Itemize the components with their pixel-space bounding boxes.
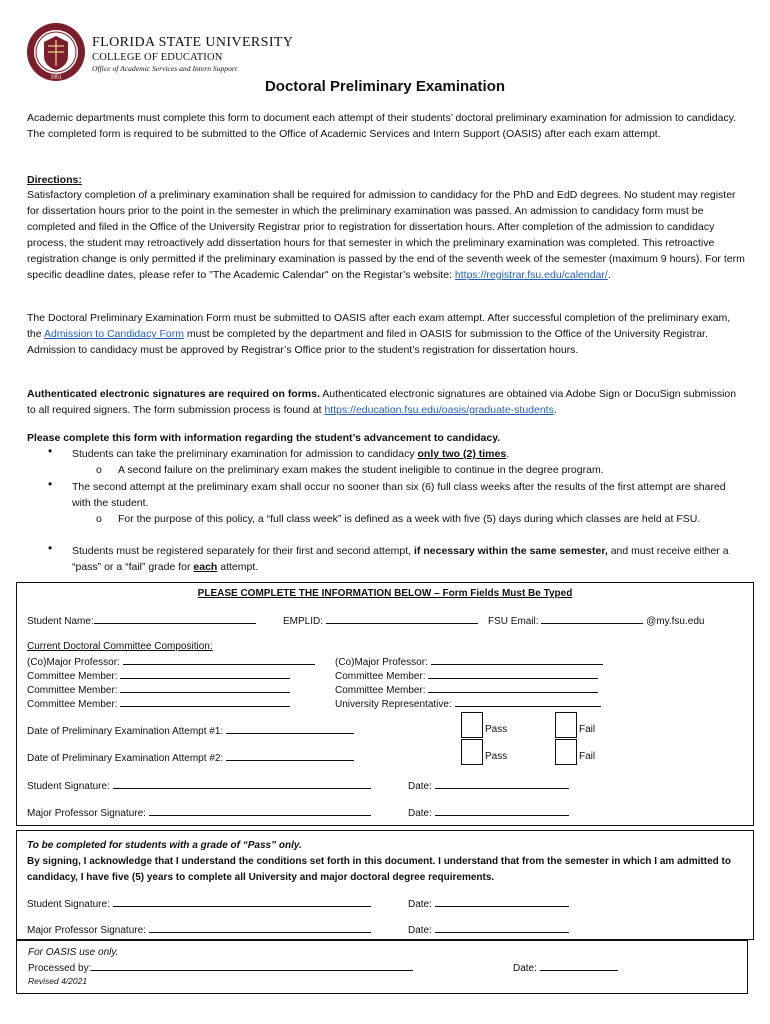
form-heading: PLEASE COMPLETE THE INFORMATION BELOW – Form Fields Must Be Typed [197,588,573,599]
committee-member-field[interactable]: Committee Member: [27,696,290,712]
attempt-1-pass-checkbox[interactable] [461,712,483,738]
bullet-dot: • [48,477,53,491]
major-professor-date-field[interactable]: Date: [408,805,569,821]
oasis-date-field[interactable]: Date: [513,960,618,976]
directions-heading: Directions: [27,174,82,186]
fsu-seal-logo [26,22,86,82]
sub-bullet-marker: o [96,513,102,525]
directions-paragraph-1: Satisfactory completion of a preliminary examination shall be required for admission to candidacy for the PhD and EdD degrees. No student may register for dissertation hours prior to the point in the semester in which the preliminary examination was passed. An admission to candidacy form must be completed and filed in the Office of the University Registrar prior to registration for dissertation hours. After completion of the admission to candidacy process, the student may retroactively add dissertation hours for that semester in which the preliminary examination was completed. This retroactive registration change is only permitted if the preliminary examination is passed by the end of the seventh week of the semester (maximum 9 hours). For term specific deadline dates, please refer to "The Academic Calendar" on the Registar’s website: https://registrar.fsu.edu/calendar/. [27,189,745,281]
major-professor-signature-field[interactable]: Major Professor Signature: [27,805,371,821]
co-major-professor-field-2[interactable]: (Co)Major Professor: [335,654,603,670]
pass-student-signature-field[interactable]: Student Signature: [27,896,371,912]
fail-label: Fail [579,751,596,762]
intro-paragraph: Academic departments must complete this form to document each attempt of their students’ doctoral preliminary examination for admission to candidacy. The completed form is required to be submitted to the Office of Academic Services and Intern Support (OASIS) after each exam attempt. [27,112,737,140]
bullet-dot: • [48,541,53,555]
revised-date: Revised 4/2021 [28,976,88,986]
committee-heading: Current Doctoral Committee Composition: [27,641,213,652]
attempt-2-fail-checkbox[interactable] [555,739,577,765]
pass-label: Pass [485,751,508,762]
fsu-email-field[interactable]: FSU Email: @my.fsu.edu [488,613,704,629]
attempt-2-pass-checkbox[interactable] [461,739,483,765]
co-major-professor-field[interactable]: (Co)Major Professor: [27,654,315,670]
student-signature-field[interactable]: Student Signature: [27,778,371,794]
committee-member-field-2[interactable]: Committee Member: [335,668,598,684]
seal-year: 1851 [50,74,62,81]
directions-paragraph-3: Authenticated electronic signatures are required on forms. Authenticated electronic signatures are obtained via Adobe Sign or DocuSign submission to all required signers. The form submission process is found at https://education.fsu.edu/oasis/graduate-students. [27,388,737,416]
pass-major-date-field[interactable]: Date: [408,922,569,938]
attempt-2-date-field[interactable]: Date of Preliminary Examination Attempt #2: [27,750,354,766]
university-representative-field[interactable]: University Representative: [335,696,601,712]
bullet-3: Students must be registered separately for their first and second attempt, if necessary within the same semester, and must receive either a “pass” or a “fail” grade for each attempt. [72,545,729,573]
committee-member-field-2[interactable]: Committee Member: [335,682,598,698]
sub-bullet-2: For the purpose of this policy, a “full class week” is defined as a week with five (5) days during which classes are held at FSU. [118,513,701,525]
processed-by-field[interactable]: Processed by: [28,960,413,976]
committee-member-field[interactable]: Committee Member: [27,682,290,698]
registrar-calendar-link[interactable]: https://registrar.fsu.edu/calendar/ [454,269,608,281]
pass-major-signature-field[interactable]: Major Professor Signature: [27,922,371,938]
oasis-graduate-link[interactable]: https://education.fsu.edu/oasis/graduate-students [324,404,554,416]
admission-candidacy-link[interactable]: Admission to Candidacy Form [43,328,184,340]
oasis-use-only: For OASIS use only. [28,947,119,958]
committee-member-field[interactable]: Committee Member: [27,668,290,684]
attempt-1-fail-checkbox[interactable] [555,712,577,738]
college-name: COLLEGE OF EDUCATION [92,52,223,63]
page-title: Doctoral Preliminary Examination [264,78,506,95]
fail-label: Fail [579,724,596,735]
pass-student-date-field[interactable]: Date: [408,896,569,912]
pass-label: Pass [485,724,508,735]
sub-bullet-marker: o [96,464,102,476]
attempt-1-date-field[interactable]: Date of Preliminary Examination Attempt #1: [27,723,354,739]
office-name: Office of Academic Services and Intern Support [92,64,237,73]
student-signature-date-field[interactable]: Date: [408,778,569,794]
bullet-dot: • [48,444,53,458]
bullet-1: Students can take the preliminary examination for admission to candidacy only two (2) times. [72,448,510,460]
pass-section-heading: To be completed for students with a grade of “Pass” only. [27,840,302,851]
pass-acknowledgement: By signing, I acknowledge that I understand the conditions set forth in this document. I understand that from the semester in which I am admitted to candidacy, I have five (5) years to complete all University and major doctoral degree requirements. [27,856,731,883]
student-name-field[interactable]: Student Name: [27,613,256,629]
university-name: FLORIDA STATE UNIVERSITY [92,35,294,50]
please-complete-heading: Please complete this form with information regarding the student’s advancement to candidacy. [27,432,501,444]
bullet-2: The second attempt at the preliminary exam shall occur no sooner than six (6) full class weeks after the results of the first attempt are shared with the student. [72,481,726,509]
directions-paragraph-2: The Doctoral Preliminary Examination Form must be submitted to OASIS after each exam attempt. After successful completion of the preliminary exam, the Admission to Candidacy Form must be completed by the department and filed in OASIS for submission to the Office of the University Registrar. Admission to candidacy must be approved by Registrar’s Office prior to the student’s registration for dissertation hours. [27,312,731,356]
emplid-field[interactable]: EMPLID: [283,613,478,629]
sub-bullet-1: A second failure on the preliminary exam makes the student ineligible to continue in the degree program. [118,464,604,476]
